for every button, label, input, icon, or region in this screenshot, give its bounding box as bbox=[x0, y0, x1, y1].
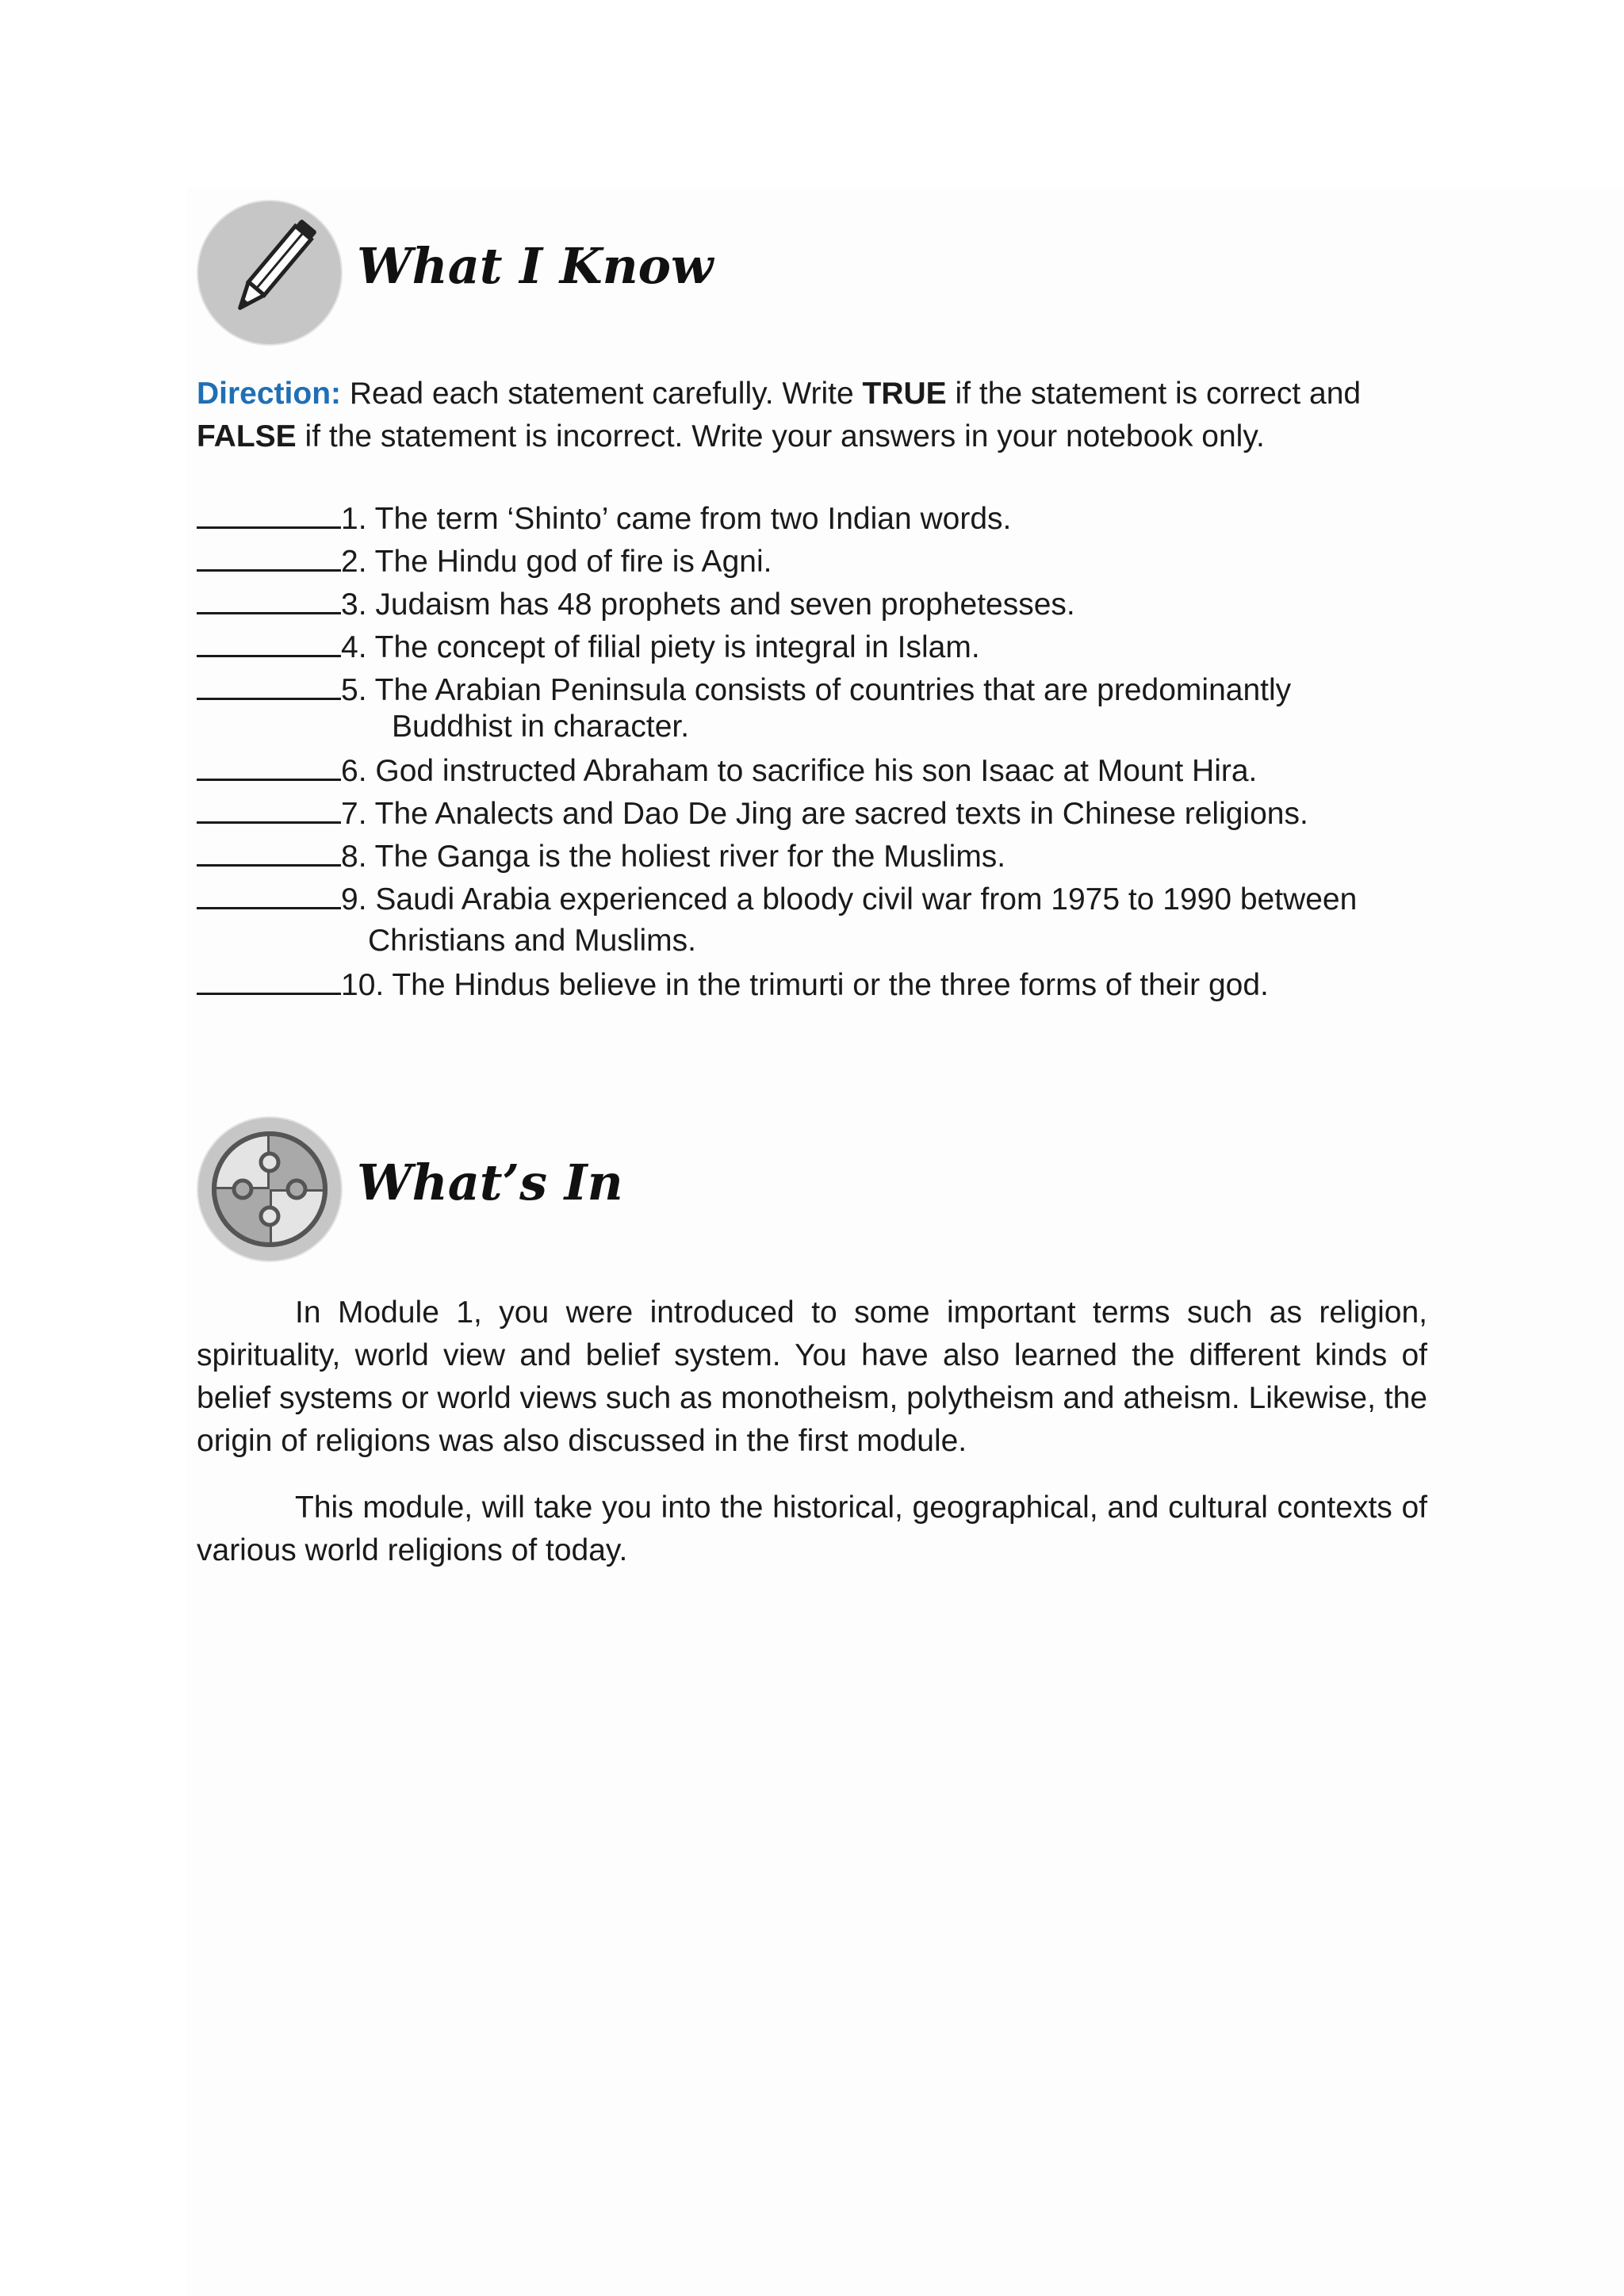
quiz-item bbox=[197, 625, 1481, 668]
quiz-statement: 7. The Analects and Dao De Jing are sacred texts in Chinese religions. bbox=[341, 797, 1308, 831]
quiz-statement: 5. The Arabian Peninsula consists of countries that are predominantly bbox=[341, 673, 1292, 707]
direction-text-3: if the statement is incorrect. Write your answers in your notebook only. bbox=[296, 419, 1265, 453]
direction-text bbox=[197, 373, 1434, 458]
direction-text-2: if the statement is correct and bbox=[946, 377, 1362, 411]
quiz-item bbox=[197, 748, 1481, 791]
pencil-icon bbox=[198, 201, 341, 344]
answer-blank[interactable] bbox=[197, 496, 341, 529]
quiz-statement: 9. Saudi Arabia experienced a bloody civil war from 1975 to 1990 between bbox=[341, 882, 1358, 916]
quiz-item bbox=[197, 668, 1481, 748]
what-i-know-title: What I Know bbox=[357, 237, 714, 295]
quiz-statement: 10. The Hindus believe in the trimurti or the three forms of their god. bbox=[341, 968, 1269, 1002]
quiz-statement: 1. The term ‘Shinto’ came from two Indian words. bbox=[341, 502, 1012, 536]
answer-blank[interactable] bbox=[197, 582, 341, 614]
quiz-item bbox=[197, 496, 1481, 539]
true-keyword: TRUE bbox=[862, 377, 947, 411]
answer-blank[interactable] bbox=[197, 625, 341, 657]
quiz-item bbox=[197, 791, 1481, 834]
quiz-item bbox=[197, 877, 1481, 962]
quiz-statement: 8. The Ganga is the holiest river for the Muslims. bbox=[341, 840, 1006, 874]
quiz-item bbox=[197, 834, 1481, 877]
direction-text-1: Read each statement carefully. Write bbox=[341, 377, 863, 411]
quiz-statement: 4. The concept of filial piety is integral in Islam. bbox=[341, 630, 980, 664]
answer-blank[interactable] bbox=[197, 791, 341, 824]
quiz-statement: 6. God instructed Abraham to sacrifice his son Isaac at Mount Hira. bbox=[341, 754, 1258, 788]
answer-blank[interactable] bbox=[197, 962, 341, 995]
answer-blank[interactable] bbox=[197, 668, 341, 700]
quiz-item bbox=[197, 962, 1481, 1005]
quiz-statement-continuation: Buddhist in character. bbox=[392, 710, 690, 744]
puzzle-icon bbox=[198, 1118, 341, 1261]
what-i-know-header bbox=[198, 201, 1467, 352]
answer-blank[interactable] bbox=[197, 748, 341, 781]
whats-in-header bbox=[198, 1118, 1467, 1269]
quiz-item bbox=[197, 539, 1481, 582]
quiz-statement-continuation: Christians and Muslims. bbox=[368, 924, 696, 958]
answer-blank[interactable] bbox=[197, 877, 341, 909]
answer-blank[interactable] bbox=[197, 539, 341, 572]
quiz-list bbox=[197, 496, 1481, 1005]
answer-blank[interactable] bbox=[197, 834, 341, 867]
direction-label: Direction: bbox=[197, 377, 342, 411]
whats-in-paragraph-2: This module, will take you into the historical, geographical, and cultural contexts of various world religions of today. bbox=[197, 1490, 1427, 1567]
quiz-item bbox=[197, 582, 1481, 625]
whats-in-paragraph-1: In Module 1, you were introduced to some important terms such as religion, spirituality, world view and belief system. You have also learned the different kinds of belief systems or world views such as monotheism, polytheism and atheism. Likewise, the origin of religions was also discussed in the first module. bbox=[197, 1295, 1427, 1458]
quiz-statement: 2. The Hindu god of fire is Agni. bbox=[341, 545, 772, 579]
quiz-statement: 3. Judaism has 48 prophets and seven prophetesses. bbox=[341, 587, 1075, 622]
whats-in-title: What’s In bbox=[357, 1154, 623, 1211]
false-keyword: FALSE bbox=[197, 419, 297, 453]
